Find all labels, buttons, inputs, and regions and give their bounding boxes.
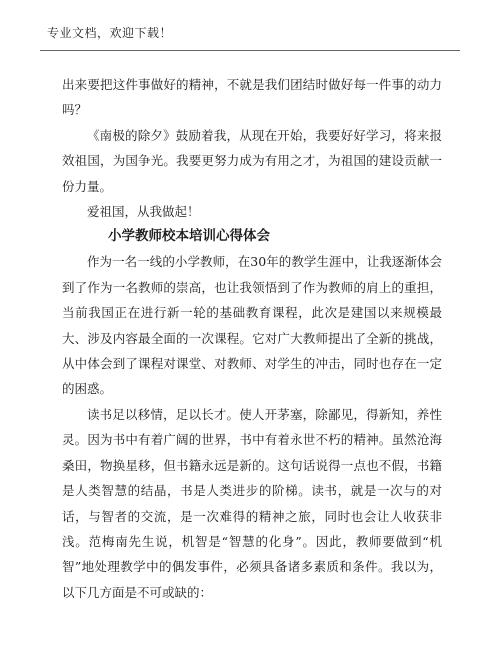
paragraph: 作为一名一线的小学教师，在30年的教学生涯中，让我逐渐体会到了作为一名教师的崇高，也让我领悟到了作为教师的肩上的重担，当前我国正在进行新一轮的基础教育课程，此次是建国以来规模最大、涉及内容最全面的一次课程。它对广大教师提出了全新的挑战，从中体会到了课程对课堂、对教师、对学生的冲击，同时也存在一定的困惑。 <box>62 254 442 397</box>
header-divider <box>40 50 460 51</box>
document-body <box>62 72 442 605</box>
paragraph: 《南极的除夕》鼓励着我，从现在开始，我要好好学习，将来报效祖国，为国争光。我要更努力成为有用之才，为祖国的建设贡献一份力量。 <box>62 127 442 194</box>
page-header: 专业文档，欢迎下载！ <box>47 26 173 40</box>
paragraph: 出来要把这件事做好的精神，不就是我们团结时做好每一件事的动力吗？ <box>62 77 442 118</box>
paragraph: 爱祖国，从我做起！ <box>87 204 200 220</box>
section-title: 小学教师校本培训心得体会 <box>108 228 270 245</box>
paragraph: 读书足以移情，足以长才。使人开茅塞，除鄙见，得新知，养性灵。因为书中有着广阔的世界，书中有着永世不朽的精神。虽然沧海桑田，物换星移，但书籍永远是新的。这句话说得一点也不假，书籍是人类智慧的结晶，书是人类进步的阶梯。读书，就是一次与的对话，与智者的交流，是一次难得的精神之旅，同时也会让人收获非浅。范梅南先生说，机智是“智慧的化身”。因此，教师要做到“机智”地处理教学中的偶发事件，必须具备诸多素质和条件。我以为，以下几方面是不可或缺的： <box>62 406 442 600</box>
